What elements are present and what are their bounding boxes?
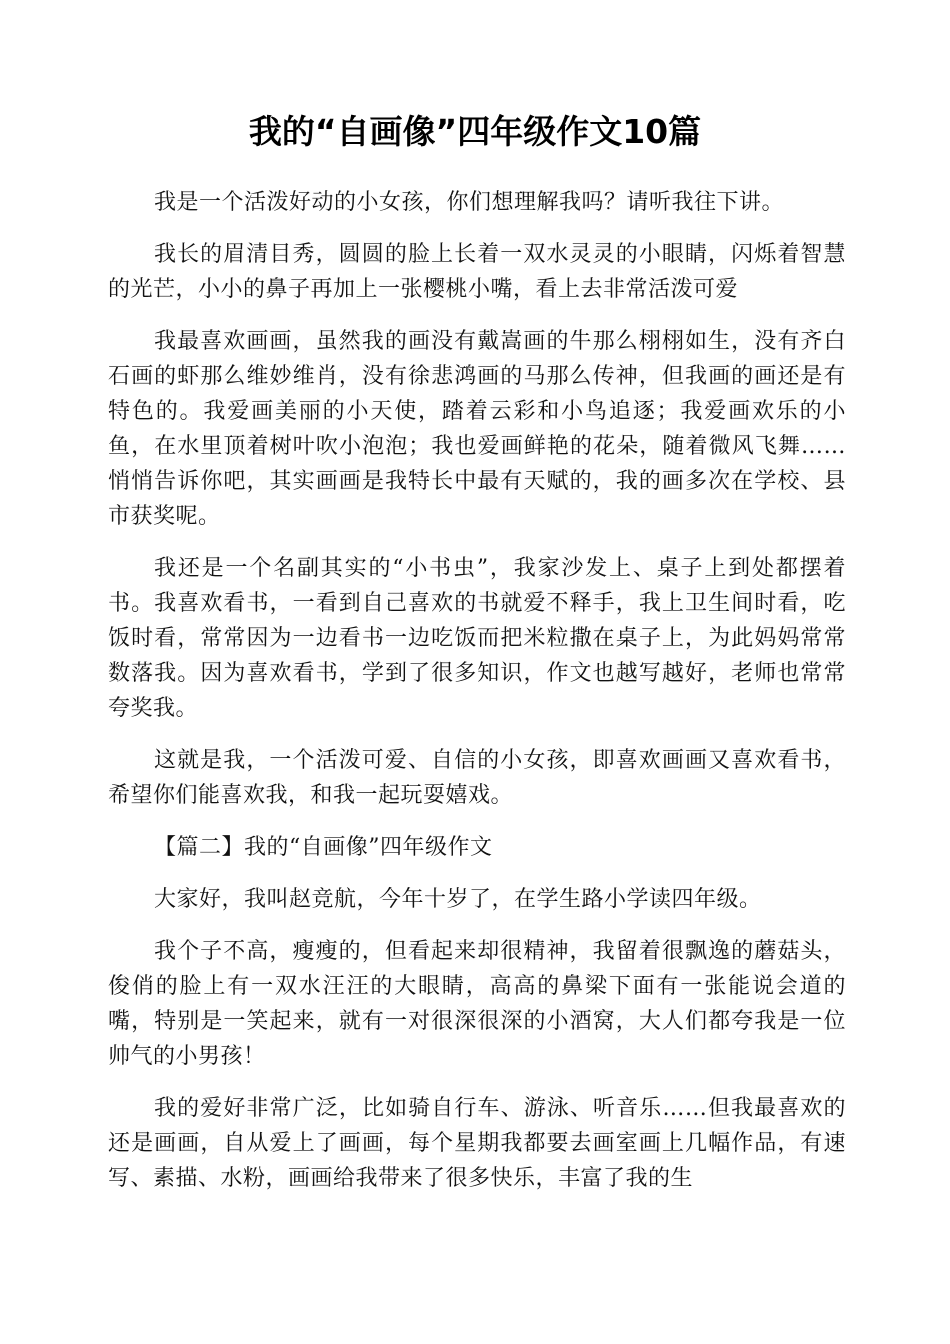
paragraph-8: 我的爱好非常广泛，比如骑自行车、游泳、听音乐……但我最喜欢的还是画画，自从爱上了画画，每个星期我都要去画室画上几幅作品，有速写、素描、水粉，画画给我带来了很多快乐，丰富了我的生 xyxy=(108,1096,846,1191)
paragraph-4: 我还是一个名副其实的“小书虫”，我家沙发上、桌子上到处都摆着书。我喜欢看书，一看到自己喜欢的书就爱不释手，我上卫生间时看，吃饭时看，常常因为一边看书一边吃饭而把米粒撒在桌子上，为此妈妈常常数落我。因为喜欢看书，学到了很多知识，作文也越写越好，老师也常常夸奖我。 xyxy=(108,556,846,721)
paragraph-7: 我个子不高，瘦瘦的，但看起来却很精神，我留着很飘逸的蘑菇头，俊俏的脸上有一双水汪汪的大眼睛，高高的鼻梁下面有一张能说会道的嘴，特别是一笑起来，就有一对很深很深的小酒窝，大人们都夸我是一位帅气的小男孩！ xyxy=(108,939,846,1069)
paragraph-1: 我是一个活泼好动的小女孩，你们想理解我吗？请听我往下讲。 xyxy=(154,190,785,215)
document-body xyxy=(108,185,846,1213)
paragraph-3: 我最喜欢画画，虽然我的画没有戴嵩画的牛那么栩栩如生，没有齐白石画的虾那么维妙维肖，没有徐悲鸿画的马那么传神，但我画的画还是有特色的。我爱画美丽的小天使，踏着云彩和小鸟追逐；我爱画欢乐的小鱼，在水里顶着树叶吹小泡泡；我也爱画鲜艳的花朵，随着微风飞舞……悄悄告诉你吧，其实画画是我特长中最有天赋的，我的画多次在学校、县市获奖呢。 xyxy=(108,329,846,529)
paragraph-6: 大家好，我叫赵竞航，今年十岁了，在学生路小学读四年级。 xyxy=(154,887,762,912)
paragraph-2: 我长的眉清目秀，圆圆的脸上长着一双水灵灵的小眼睛，闪烁着智慧的光芒，小小的鼻子再加上一张樱桃小嘴，看上去非常活泼可爱 xyxy=(108,242,846,302)
section-heading-2: 【篇二】我的“自画像”四年级作文 xyxy=(154,835,493,860)
paragraph-5: 这就是我，一个活泼可爱、自信的小女孩，即喜欢画画又喜欢看书，希望你们能喜欢我，和我一起玩耍嬉戏。 xyxy=(108,748,846,808)
document-title: 我的“自画像”四年级作文10篇 xyxy=(248,112,702,151)
